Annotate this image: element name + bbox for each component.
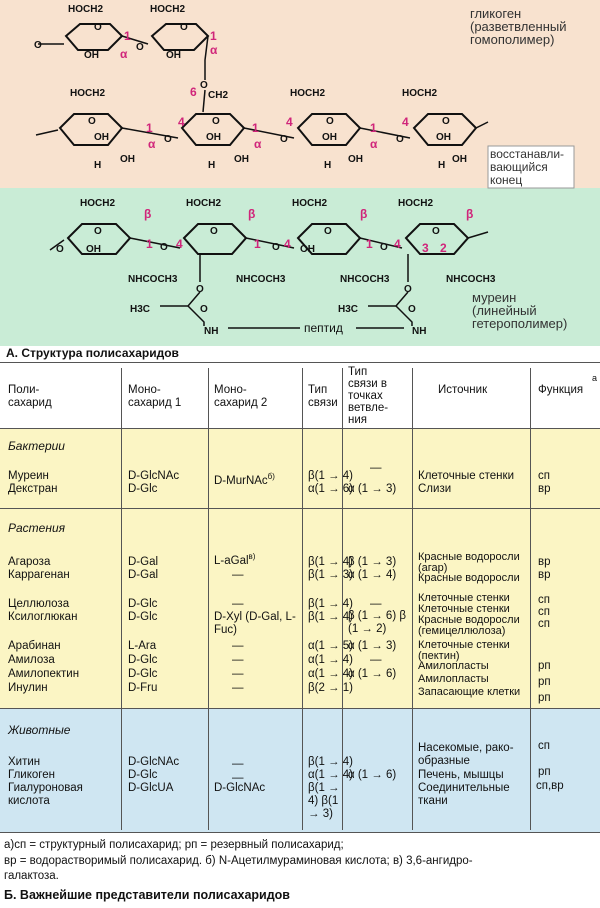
col-divider [302, 368, 303, 830]
table-cell: β(1 → 4) [308, 470, 353, 482]
label-alpha: α [370, 137, 378, 151]
animals-band [0, 708, 600, 832]
table-cell: D-GlcNAc [128, 756, 180, 768]
table-cell: β(1 → 4) β(1 → 3) [308, 782, 340, 820]
table-cell: вр [538, 556, 551, 568]
glycogen-caption-2: (разветвленный [470, 19, 567, 34]
label-hoch2: HOCH2 [290, 88, 326, 99]
label-oh: OH [348, 154, 363, 165]
label-oh: OH [84, 50, 99, 61]
label-o: O [34, 40, 42, 51]
label-hoch2: HOCH2 [80, 198, 116, 209]
table-cell: Каррагенан [8, 569, 70, 581]
label-pos-1: 1 [252, 121, 259, 135]
label-o: O [180, 22, 188, 33]
label-hoch2: HOCH2 [70, 88, 106, 99]
table-cell: D-GlcNAc [214, 782, 266, 794]
bacteria-band [0, 428, 600, 508]
rule [0, 832, 600, 833]
label-o: O [280, 134, 288, 145]
reducing-end-3: конец [490, 173, 523, 187]
table-cell: β (1 → 3) [348, 556, 397, 568]
label-h: H [438, 160, 446, 171]
table-cell: β(1 → 4) [308, 611, 353, 623]
table-cell: Клеточные стенки (пектин) [418, 639, 510, 662]
label-pos-4: 4 [286, 115, 293, 129]
table-cell: D-Glc [128, 769, 158, 781]
label-h3c: H3C [338, 304, 359, 315]
label-o: O [442, 116, 450, 127]
label-h: H [324, 160, 332, 171]
label-beta: β [466, 207, 474, 221]
label-h: H [94, 160, 102, 171]
table-cell: — [370, 654, 382, 666]
header-function: Функция [538, 384, 584, 396]
group-animals: Животные [8, 723, 71, 737]
label-o: O [160, 242, 168, 253]
peptide-label: пептид [304, 321, 343, 335]
table-cell: α (1 → 4) [348, 569, 397, 581]
footnote-1: а)сп = структурный полисахарид; рп = резервный полисахарид; [4, 839, 344, 851]
label-pos-4: 4 [178, 115, 185, 129]
table-cell: сп [538, 470, 550, 482]
table-cell: Печень, мышцы [418, 769, 504, 781]
table-cell: — [232, 569, 244, 581]
label-oh: OH [206, 132, 221, 143]
label-o: O [210, 226, 218, 237]
table-cell: сп,вр [536, 780, 564, 792]
label-nhcoch3: NHCOCH3 [446, 274, 496, 285]
label-pos-1: 1 [124, 29, 131, 43]
label-pos-1: 1 [210, 29, 217, 43]
header-source: Источник [438, 384, 488, 396]
table-cell: — [232, 682, 244, 694]
table-cell: — [370, 598, 382, 610]
label-o: O [212, 116, 220, 127]
table-cell: Клеточные стенки Красные водоросли (гемицеллюлоза) [418, 603, 520, 637]
label-pos-2: 2 [440, 241, 447, 255]
label-beta: β [360, 207, 368, 221]
table-cell: Муреин [8, 470, 49, 482]
label-alpha: α [254, 137, 262, 151]
table-cell: рп [538, 692, 551, 704]
table-cell: — [232, 654, 244, 666]
table-cell: — [232, 598, 244, 610]
table-cell: D-Gal [128, 556, 159, 568]
table-cell: α(1 → 4) [308, 654, 353, 666]
label-pos-4: 4 [394, 237, 401, 251]
table-cell: α (1 → 6) [348, 668, 397, 680]
col-divider [208, 368, 209, 830]
table-cell: L-aGal$^{в)}$ [214, 552, 256, 567]
label-pos-1: 1 [254, 237, 261, 251]
label-o: O [380, 242, 388, 253]
figure-a-title: А. Структура полисахаридов [6, 346, 179, 360]
footnote-mark: a [592, 373, 598, 383]
rule [0, 508, 600, 509]
glycogen-caption-3: гомополимер) [470, 32, 555, 47]
label-alpha: α [120, 47, 128, 61]
table-cell: α(1 → 6) [308, 483, 353, 495]
label-o: O [200, 304, 208, 315]
label-hoch2: HOCH2 [150, 4, 186, 15]
header-mono1: Моно- сахарид 1 [128, 384, 182, 409]
label-oh: OH [234, 154, 249, 165]
table-cell: сп [538, 740, 550, 752]
label-nhcoch3: NHCOCH3 [236, 274, 286, 285]
table-cell: Ксилоглюкан [8, 611, 78, 623]
table-cell: рп [538, 660, 551, 672]
table-cell: Красные водоросли [418, 572, 520, 584]
label-ch2: CH2 [208, 90, 229, 101]
table-cell: Хитин [8, 756, 41, 768]
label-hoch2: HOCH2 [398, 198, 434, 209]
header-polysaccharide: Поли- сахарид [8, 384, 52, 409]
table-cell: D-MurNAc$^{б)}$ [214, 472, 275, 487]
table-cell: Запасающие клетки [418, 686, 521, 698]
label-pos-1: 1 [146, 121, 153, 135]
label-oh: OH [452, 154, 467, 165]
label-o: O [164, 134, 172, 145]
label-h: H [208, 160, 216, 171]
table-cell: β(1 → 4) [308, 598, 353, 610]
label-o: O [196, 284, 204, 295]
table-cell: α (1 → 6) [348, 769, 397, 781]
group-bacteria: Бактерии [8, 439, 65, 453]
table-cell: сп сп [538, 606, 550, 630]
label-hoch2: HOCH2 [402, 88, 438, 99]
label-alpha: α [210, 43, 218, 57]
label-nh: NH [204, 326, 219, 337]
header-link: Тип связи [308, 384, 338, 409]
table-cell: — [232, 640, 244, 652]
label-nhcoch3: NHCOCH3 [128, 274, 178, 285]
figure-b-title: Б. Важнейшие представители полисахаридов [4, 888, 290, 902]
group-plants: Растения [8, 521, 66, 535]
reducing-end-2: вающийся [490, 160, 548, 174]
col-divider [530, 368, 531, 830]
label-oh: OH [94, 132, 109, 143]
label-oh: OH [120, 154, 135, 165]
table-cell: Амилопласты [418, 660, 489, 672]
table-cell: Насекомые, рако- образные [418, 742, 514, 767]
table-cell: вр [538, 569, 551, 581]
label-o: O [136, 42, 144, 53]
label-o: O [94, 226, 102, 237]
table-cell: — [232, 758, 244, 770]
table-cell: D-GlcNAc [128, 470, 180, 482]
table-cell: Целлюлоза [8, 598, 70, 610]
label-oh: OH [322, 132, 337, 143]
murein-caption-3: гетерополимер) [472, 316, 568, 331]
table-cell: α(1 → 5) [308, 640, 353, 652]
label-pos-3: 3 [422, 241, 429, 255]
label-oh: OH [300, 244, 315, 255]
label-beta: β [248, 207, 256, 221]
table-cell: D-Fru [128, 682, 158, 694]
murein-caption-2: (линейный [472, 303, 537, 318]
table-cell: α(1 → 4) [308, 668, 353, 680]
rule [0, 708, 600, 709]
rule [0, 428, 600, 429]
table-cell: вр [538, 483, 551, 495]
label-o: O [396, 134, 404, 145]
label-o: O [272, 242, 280, 253]
structure-figure [0, 0, 600, 360]
label-pos-6: 6 [190, 85, 197, 99]
label-pos-4: 4 [284, 237, 291, 251]
table-cell: D-Glc [128, 654, 158, 666]
table-cell: рп [538, 676, 551, 688]
table-cell: Агароза [8, 556, 51, 568]
table-cell: рп [538, 766, 551, 778]
label-nh: NH [412, 326, 427, 337]
table-cell: Декстран [8, 483, 58, 495]
table-cell: Соединительные ткани [418, 782, 510, 807]
col-divider [412, 368, 413, 830]
label-oh: OH [166, 50, 181, 61]
table-cell: D-Glc [128, 611, 158, 623]
table-cell: Амилоза [8, 654, 55, 666]
table-cell: — [232, 772, 244, 784]
table-cell: Арабинан [8, 640, 61, 652]
table-cell: α(1 → 4) [308, 769, 353, 781]
label-hoch2: HOCH2 [292, 198, 328, 209]
glycogen-caption-1: гликоген [470, 6, 522, 21]
label-o: O [432, 226, 440, 237]
table-cell: сп [538, 594, 550, 606]
label-o: O [200, 80, 208, 91]
label-o: O [88, 116, 96, 127]
table-cell: Гиалуроновая кислота [8, 782, 83, 807]
label-pos-1: 1 [366, 237, 373, 251]
table-cell: — [370, 462, 382, 474]
table-header-band [0, 362, 600, 428]
table-cell: Слизи [418, 483, 452, 495]
table-cell: β(2 → 1) [308, 682, 353, 694]
table-cell: β(1 → 4) [308, 756, 353, 768]
table-cell: α (1 → 3) [348, 640, 397, 652]
label-hoch2: HOCH2 [186, 198, 222, 209]
label-alpha: α [148, 137, 156, 151]
col-divider [121, 368, 122, 830]
label-o: O [404, 284, 412, 295]
table-cell: D-GlcUA [128, 782, 174, 794]
table-cell: Клеточные стенки [418, 470, 514, 482]
table-cell: β(1 → 3) [308, 569, 353, 581]
table-cell: L-Ara [128, 640, 157, 652]
label-o: O [408, 304, 416, 315]
table-cell: D-Xyl (D-Gal, L-Fuc) [214, 611, 296, 636]
table-cell: α (1 → 3) [348, 483, 397, 495]
table-cell: Амилопласты [418, 673, 489, 685]
rule [0, 362, 600, 363]
footnote-2: вр = водорастворимый полисахарид. б) N-Ацетилмураминовая кислота; в) 3,6-ангидро- [4, 855, 473, 867]
table-cell: D-Glc [128, 483, 158, 495]
table-cell: Красные водоросли (агар) [418, 551, 520, 574]
header-mono2: Моно- сахарид 2 [214, 384, 268, 409]
murein-caption-1: муреин [472, 290, 517, 305]
label-beta: β [144, 207, 152, 221]
table-cell: β (1 → 6) β (1 → 2) [348, 610, 406, 635]
table-cell: D-Glc [128, 668, 158, 680]
label-o: O [56, 244, 64, 255]
table-cell: Амилопектин [8, 668, 80, 680]
label-nhcoch3: NHCOCH3 [340, 274, 390, 285]
table-cell: Гликоген [8, 769, 55, 781]
label-o: O [324, 226, 332, 237]
label-o: O [94, 22, 102, 33]
footnote-3: галактоза. [4, 870, 59, 882]
header-branch: Тип связи в точках ветвле- ния [348, 366, 389, 426]
table-cell: D-Gal [128, 569, 159, 581]
label-pos-1: 1 [146, 237, 153, 251]
label-pos-4: 4 [402, 115, 409, 129]
label-hoch2: HOCH2 [68, 4, 104, 15]
label-pos-4: 4 [176, 237, 183, 251]
table-cell: D-Glc [128, 598, 158, 610]
label-h3c: H3C [130, 304, 151, 315]
label-oh: OH [86, 244, 101, 255]
table-cell: β(1 → 4) [308, 556, 353, 568]
label-oh: OH [436, 132, 451, 143]
table-cell: — [232, 668, 244, 680]
reducing-end-1: восстанавли- [490, 147, 565, 161]
table-cell: Инулин [8, 682, 48, 694]
label-pos-1: 1 [370, 121, 377, 135]
label-o: O [326, 116, 334, 127]
table-cell: Клеточные стенки [418, 592, 510, 604]
